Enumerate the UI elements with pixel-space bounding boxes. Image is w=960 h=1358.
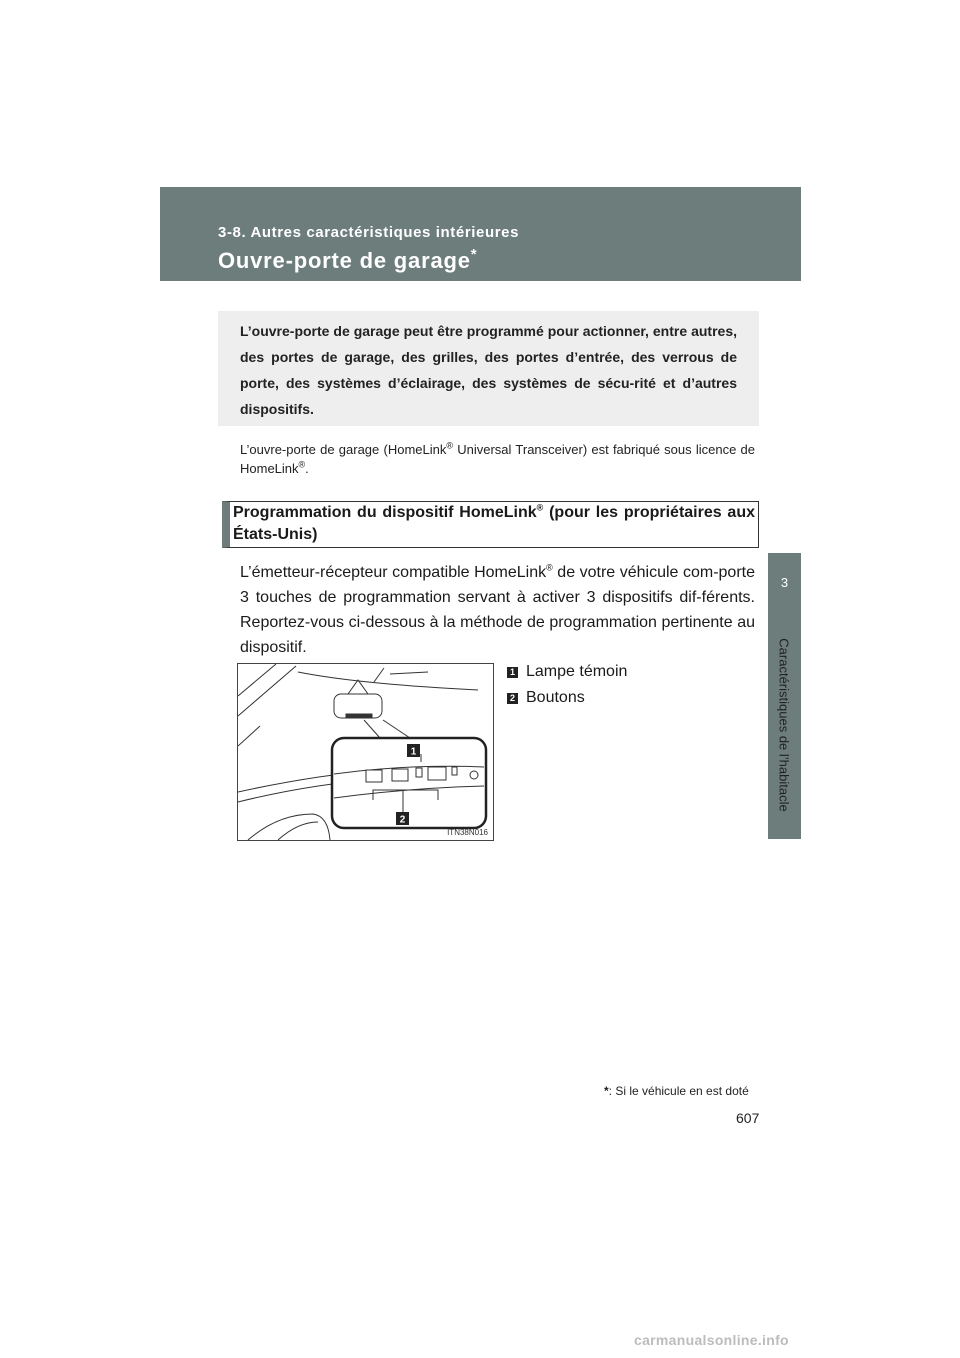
body-part1: L’émetteur-récepteur compatible HomeLink — [240, 564, 547, 581]
intro-text: L’ouvre-porte de garage peut être programmé pour actionner, entre autres, des portes de garage, des grilles, des portes d’entrée, des verrous de porte, des systèmes d’éclairage, des systèmes de sécu-rité et d’autres dispositifs. — [240, 323, 737, 417]
watermark-link[interactable]: carmanualsonline.info — [634, 1332, 789, 1348]
body-paragraph — [240, 560, 755, 660]
number-badge: 2 — [507, 693, 518, 704]
legend-label: Boutons — [526, 689, 585, 706]
subheading-text — [233, 502, 755, 546]
page-title-text: Ouvre-porte de garage — [218, 248, 471, 273]
legend-item-buttons — [507, 689, 585, 707]
legend-item-indicator — [507, 663, 627, 681]
homelink-illustration — [238, 664, 493, 840]
body-part2: de votre véhicule com-porte 3 touches de programmation servant à activer 3 dispositifs dif-férents. Reportez-vous ci-dessous à la méthode de programmation pertinente au dispositif. — [240, 564, 756, 656]
page-title — [218, 248, 477, 274]
trademark-note-part3: . — [305, 461, 309, 476]
homelink-figure — [237, 663, 494, 841]
subheading-part2: (pour les propriétaires aux États-Unis) — [233, 504, 756, 543]
legend-label: Lampe témoin — [526, 663, 628, 680]
subheading-part1: Programmation du dispositif HomeLink — [233, 504, 537, 521]
footnote — [604, 1084, 749, 1098]
registered-mark: ® — [446, 440, 453, 451]
registered-mark: ® — [298, 459, 306, 470]
trademark-note — [240, 440, 755, 478]
footnote-asterisk: * — [604, 1084, 609, 1098]
chapter-number: 3 — [780, 575, 789, 590]
page-number: 607 — [736, 1110, 760, 1126]
callout-indicator-label: 1 — [410, 746, 417, 758]
title-asterisk: * — [470, 246, 478, 263]
figure-code: ITN38N016 — [447, 828, 488, 837]
trademark-note-part2: Universal Transceiver) est fabriqué sous licence de HomeLink — [240, 442, 755, 476]
registered-mark: ® — [546, 562, 553, 573]
number-badge: 1 — [507, 667, 518, 678]
section-label: 3-8. Autres caractéristiques intérieures — [218, 224, 520, 241]
chapter-label: Caractéristiques de l’habitacle — [776, 638, 792, 812]
registered-mark: ® — [536, 502, 544, 513]
callout-buttons-label: 2 — [399, 814, 406, 826]
footnote-text: : Si le véhicule en est doté — [608, 1084, 749, 1098]
trademark-note-part1: L’ouvre-porte de garage (HomeLink — [240, 442, 447, 457]
